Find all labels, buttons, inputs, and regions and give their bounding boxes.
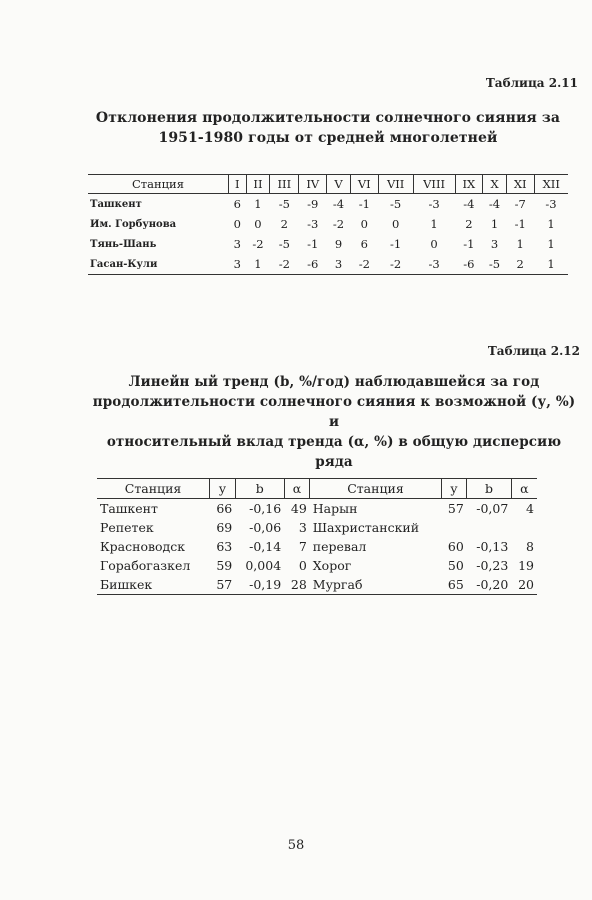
- table-cell: -0,23: [476, 558, 509, 573]
- table-title-line: продолжительности солнечного сияния к возможной (у, %) и: [92, 394, 576, 430]
- table-cell: -3: [307, 217, 319, 231]
- table-cell: 19: [518, 558, 534, 573]
- column-header: b: [235, 479, 284, 499]
- table-title-line: ряда: [315, 454, 353, 470]
- table-title-line: относительный вклад тренда (α, %) в общую дисперсию: [106, 434, 562, 450]
- station-cell: Хорог: [312, 558, 352, 573]
- table-cell: [441, 518, 467, 537]
- column-header: у: [441, 479, 467, 499]
- table-cell: 8: [526, 539, 534, 554]
- table-cell: 1: [246, 254, 270, 275]
- table-row: [88, 214, 568, 234]
- table-cell: -0,14: [249, 539, 282, 554]
- station-cell: Красноводск: [100, 539, 186, 554]
- column-header: IV: [299, 175, 327, 194]
- table-cell: -4: [332, 197, 345, 211]
- table-cell: 2: [465, 217, 473, 231]
- table-cell: 3: [490, 237, 499, 251]
- table-cell: 0: [233, 217, 241, 231]
- table-cell: -1: [358, 197, 370, 211]
- table-cell: -5: [390, 197, 402, 211]
- table-cell: 0: [298, 558, 307, 573]
- table-cell: -5: [278, 237, 290, 251]
- table-cell: -5: [278, 197, 290, 211]
- column-header: α: [511, 479, 537, 499]
- station-cell: Гасан-Кули: [88, 254, 228, 275]
- table-cell: -6: [299, 254, 327, 275]
- table-cell: -2: [270, 254, 299, 275]
- table-cell: -0,06: [249, 520, 282, 535]
- table-cell: 63: [216, 539, 233, 554]
- table-number: Таблица 2.12: [487, 344, 580, 358]
- column-header: III: [270, 175, 299, 194]
- trend-table: [97, 478, 537, 595]
- table-number: Таблица 2.11: [485, 76, 578, 90]
- column-header: VI: [350, 175, 378, 194]
- table-cell: 1: [490, 217, 499, 231]
- table-row: [88, 194, 568, 215]
- column-header: XI: [506, 175, 534, 194]
- table-cell: -9: [307, 197, 319, 211]
- table-row: [97, 575, 537, 595]
- table-cell: 1: [430, 217, 438, 231]
- table-cell: 1: [516, 237, 524, 251]
- table-cell: -1: [463, 237, 475, 251]
- table-cell: 4: [526, 501, 534, 516]
- column-header: II: [246, 175, 270, 194]
- table-cell: 3: [233, 237, 241, 251]
- table-cell: -1: [514, 217, 526, 231]
- table-header-row: [97, 479, 537, 499]
- column-header: V: [327, 175, 351, 194]
- column-header: Станция: [310, 479, 441, 499]
- table-cell: 69: [216, 520, 233, 535]
- table-cell: [467, 518, 512, 537]
- table-cell: 0,004: [245, 558, 282, 573]
- station-cell: перевал: [312, 539, 367, 554]
- table-row: [88, 254, 568, 275]
- page-number: 58: [287, 838, 305, 853]
- column-header: I: [228, 175, 246, 194]
- table-cell: -5: [483, 254, 507, 275]
- deviation-table: [88, 174, 568, 275]
- station-cell: Горабогазкел: [100, 558, 191, 573]
- table-cell: -4: [463, 197, 475, 211]
- table-row: [97, 518, 537, 537]
- column-header: у: [210, 479, 236, 499]
- table-cell: 60: [447, 539, 464, 554]
- station-cell: Шахристанский: [312, 520, 420, 535]
- table-cell: -6: [455, 254, 483, 275]
- column-header: b: [467, 479, 512, 499]
- station-cell: Бишкек: [97, 575, 210, 595]
- table-cell: 57: [210, 575, 236, 595]
- table-row: [97, 537, 537, 556]
- table-cell: 0: [254, 217, 262, 231]
- table-row: [88, 234, 568, 254]
- table-cell: -1: [307, 237, 319, 251]
- table-row: [97, 556, 537, 575]
- table-cell: 57: [447, 501, 464, 516]
- table-cell: 2: [506, 254, 534, 275]
- table-cell: 49: [290, 501, 307, 516]
- table-title-line: 1951-1980 годы от средней многолетней: [158, 130, 498, 146]
- table-cell: 7: [298, 539, 307, 554]
- table-title: [86, 372, 582, 472]
- station-cell: Репетек: [100, 520, 154, 535]
- table-cell: 6: [360, 237, 368, 251]
- table-cell: 3: [327, 254, 351, 275]
- table-cell: 0: [391, 217, 400, 231]
- table-cell: 1: [534, 254, 568, 275]
- column-header: X: [483, 175, 507, 194]
- table-cell: -2: [350, 254, 378, 275]
- table-cell: 2: [280, 217, 288, 231]
- table-cell: -2: [378, 254, 413, 275]
- table-cell: 3: [298, 520, 307, 535]
- table-cell: [511, 518, 537, 537]
- table-cell: 1: [254, 197, 262, 211]
- column-header: Станция: [88, 175, 228, 194]
- table-row: [97, 499, 537, 519]
- station-cell: Мургаб: [310, 575, 441, 595]
- table-cell: 9: [334, 237, 343, 251]
- table-title-line: Отклонения продолжительности солнечного сияния за: [95, 110, 561, 126]
- station-cell: Ташкент: [100, 501, 158, 516]
- table-cell: 0: [360, 217, 368, 231]
- table-cell: 1: [547, 237, 555, 251]
- table-title-line: Линейн ый тренд (b, %/год) наблюдавшейся за год: [128, 374, 540, 390]
- column-header: VII: [378, 175, 413, 194]
- table-cell: 20: [511, 575, 537, 595]
- table-cell: -2: [252, 237, 264, 251]
- station-cell: Ташкент: [90, 198, 142, 210]
- station-cell: Нарын: [312, 501, 358, 516]
- table-title: [90, 108, 566, 148]
- table-cell: 0: [430, 237, 438, 251]
- table-cell: 1: [547, 217, 555, 231]
- table-cell: 66: [216, 501, 233, 516]
- table-cell: 28: [284, 575, 310, 595]
- table-cell: 3: [228, 254, 246, 275]
- table-cell: -3: [545, 197, 557, 211]
- table-header-row: [88, 175, 568, 194]
- table-cell: -4: [488, 197, 501, 211]
- table-cell: -0,13: [476, 539, 509, 554]
- table-cell: 50: [447, 558, 464, 573]
- table-cell: 6: [233, 197, 241, 211]
- station-cell: Тянь-Шань: [90, 238, 157, 250]
- column-header: VIII: [413, 175, 455, 194]
- column-header: IX: [455, 175, 483, 194]
- table-cell: -3: [413, 254, 455, 275]
- column-header: Станция: [97, 479, 210, 499]
- column-header: XII: [534, 175, 568, 194]
- table-cell: -2: [332, 217, 345, 231]
- table-cell: -0,16: [249, 501, 282, 516]
- table-cell: -3: [428, 197, 440, 211]
- column-header: α: [284, 479, 310, 499]
- table-cell: -0,07: [476, 501, 509, 516]
- station-cell: Им. Горбунова: [90, 218, 177, 230]
- table-cell: -1: [390, 237, 402, 251]
- table-cell: -0,19: [235, 575, 284, 595]
- table-cell: -0,20: [467, 575, 512, 595]
- table-cell: 59: [216, 558, 233, 573]
- table-cell: 65: [441, 575, 467, 595]
- table-cell: -7: [514, 197, 526, 211]
